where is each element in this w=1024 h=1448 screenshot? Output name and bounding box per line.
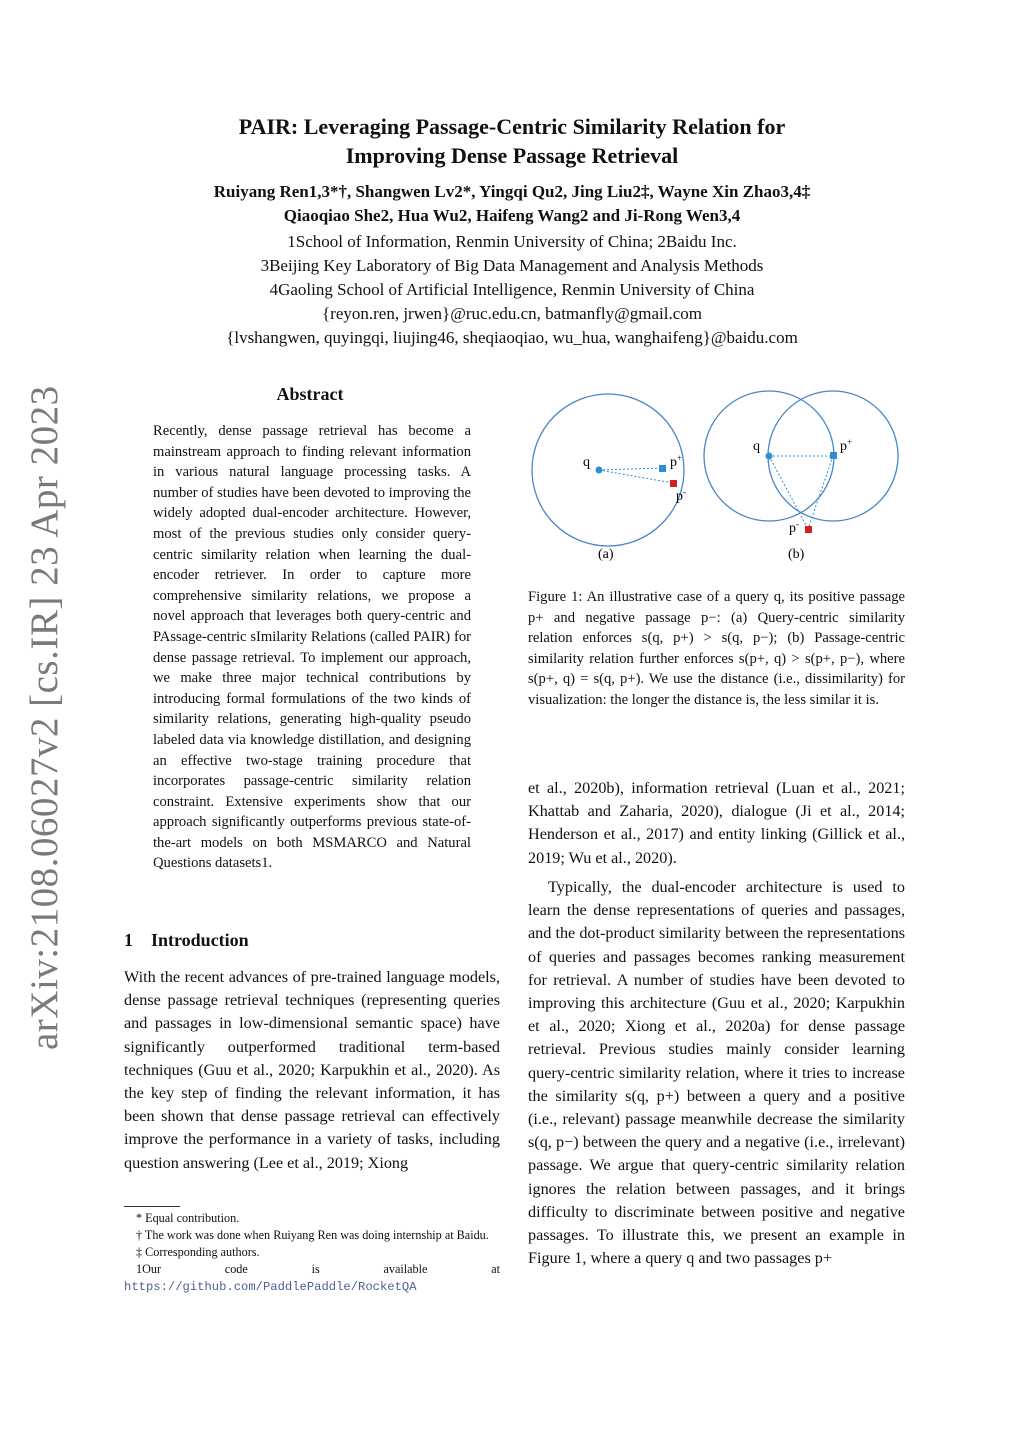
label-q-a: q	[583, 455, 590, 470]
footnote-corresponding: ‡ Corresponding authors.	[136, 1245, 260, 1259]
positive-point-b	[830, 452, 837, 459]
edge-q-pplus-a	[599, 468, 662, 470]
footnote-internship: † The work was done when Ruiyang Ren was doing internship at Baidu.	[136, 1228, 489, 1242]
affiliation-3: 4Gaoling School of Artificial Intelligence, Renmin University of China	[269, 280, 755, 299]
negative-point-a	[670, 480, 677, 487]
intro-paragraph: With the recent advances of pre-trained language models, dense passage retrieval techniques (representing queries and passages in low-dimensional semantic space) have significantly outperformed traditional term-based techniques (Guu et al., 2020; Karpukhin et al., 2020). As the key step of finding the relevant information, it has been shown that dense passage retrieval can effectively improve the performance in a variety of tasks, including question answering (Lee et al., 2019; Xiong	[124, 968, 500, 1172]
abstract-heading: Abstract	[276, 384, 344, 404]
title-line-2: Improving Dense Passage Retrieval	[345, 143, 679, 168]
emails-ruc: {reyon.ren, jrwen}@ruc.edu.cn, batmanfly@gmail.com	[322, 304, 702, 323]
section-title: Introduction	[151, 930, 249, 950]
paper-title	[0, 112, 1024, 170]
footnote-equal-contribution: * Equal contribution.	[136, 1211, 240, 1225]
footnote-code	[124, 1261, 500, 1296]
related-work-paragraph: et al., 2020b), information retrieval (Luan et al., 2021; Khattab and Zaharia, 2020), dialogue (Ji et al., 2014; Henderson et al., 2017) and entity linking (Gillick et al., 2019; Wu et al., 2020).	[528, 779, 905, 867]
author-list	[0, 180, 1024, 228]
footnote-code-text: 1Our code is available at	[136, 1262, 500, 1276]
label-pminus-b: p-	[789, 519, 799, 536]
label-q-b: q	[753, 439, 760, 454]
section-heading	[124, 930, 249, 951]
dual-encoder-paragraph: Typically, the dual-encoder architecture is used to learn the dense representations of queries and passages, and the dot-product similarity between the representations of queries and passages becomes ranking measurement for retrieval. A number of studies have been devoted to improving this architecture (Guu et al., 2020; Karpukhin et al., 2020; Xiong et al., 2020a) for dense passage retrieval. Previous studies mainly consider learning query-centric similarity relation, where it tries to increase the similarity s(q, p+) between a query and a positive (i.e., relevant) passage meanwhile decrease the similarity s(q, p−) between the query and a negative (i.e., irrelevant) passage. We argue that query-centric similarity relation ignores the relation between passages, and it brings difficulty to discriminate between positive and negative passages. To illustrate this, we present an example in Figure 1, where a query q and two passages p+	[528, 878, 905, 1268]
negative-point-b	[805, 526, 812, 533]
positive-point-a	[659, 465, 666, 472]
label-pplus-b: p+	[840, 437, 853, 454]
arxiv-identifier[interactable]: arXiv:2108.06027v2 [cs.IR] 23 Apr 2023	[23, 385, 66, 1050]
affiliations	[0, 230, 1024, 350]
footnote-rule	[124, 1206, 180, 1207]
abstract-text: Recently, dense passage retrieval has become a mainstream approach to finding relevant information in various natural language processing tasks. A number of studies have been devoted to improving the widely adopted dual-encoder architecture. However, most of the previous studies only consider query-centric similarity relation when learning the dual-encoder retriever. In order to capture more comprehensive similarity relations, we propose a novel approach that leverages both query-centric and PAssage-centric sImilarity Relations (called PAIR) for dense passage retrieval. To implement our approach, we make three major technical contributions by introducing formal formulations of the two kinds of similarity relations, generating high-quality pseudo labeled data via knowledge distillation, and designing an effective two-stage training procedure that incorporates passage-centric similarity relation constraint. Extensive experiments show that our approach significantly outperforms previous state-of-the-art models on both MSMARCO and Natural Questions datasets1.	[153, 423, 471, 872]
footnotes	[124, 1210, 500, 1296]
subfig-label-b: (b)	[788, 547, 805, 562]
query-point-a	[596, 467, 603, 474]
authors-line-2: Qiaoqiao She2, Hua Wu2, Haifeng Wang2 and Ji-Rong Wen3,4	[283, 206, 741, 225]
subfig-label-a: (a)	[598, 547, 614, 562]
label-pplus-a: p+	[670, 453, 683, 470]
affiliation-1: 1School of Information, Renmin University of China; 2Baidu Inc.	[287, 232, 737, 251]
query-point-b	[766, 453, 773, 460]
figure-1	[528, 386, 908, 576]
figure-caption: Figure 1: An illustrative case of a query q, its positive passage p+ and negative passage p−: (a) Query-centric similarity relation enforces s(q, p+) > s(q, p−); (b) Passage-centric similarity relation further enforces s(p+, q) > s(p+, p−), where s(p+, q) = s(q, p+). We use the distance (i.e., dissimilarity) for visualization: the longer the distance is, the less similar it is.	[528, 589, 905, 708]
label-pminus-a: p-	[676, 487, 686, 504]
authors-line-1: Ruiyang Ren1,3*†, Shangwen Lv2*, Yingqi Qu2, Jing Liu2‡, Wayne Xin Zhao3,4‡	[213, 182, 811, 201]
title-line-1: PAIR: Leveraging Passage-Centric Similarity Relation for	[238, 114, 786, 139]
section-number: 1	[124, 930, 133, 950]
affiliation-2: 3Beijing Key Laboratory of Big Data Management and Analysis Methods	[260, 256, 764, 275]
emails-baidu: {lvshangwen, quyingqi, liujing46, sheqiaoqiao, wu_hua, wanghaifeng}@baidu.com	[226, 328, 798, 347]
edge-pplus-pminus-b	[808, 456, 833, 529]
code-url-link[interactable]: https://github.com/PaddlePaddle/RocketQA	[124, 1280, 417, 1294]
